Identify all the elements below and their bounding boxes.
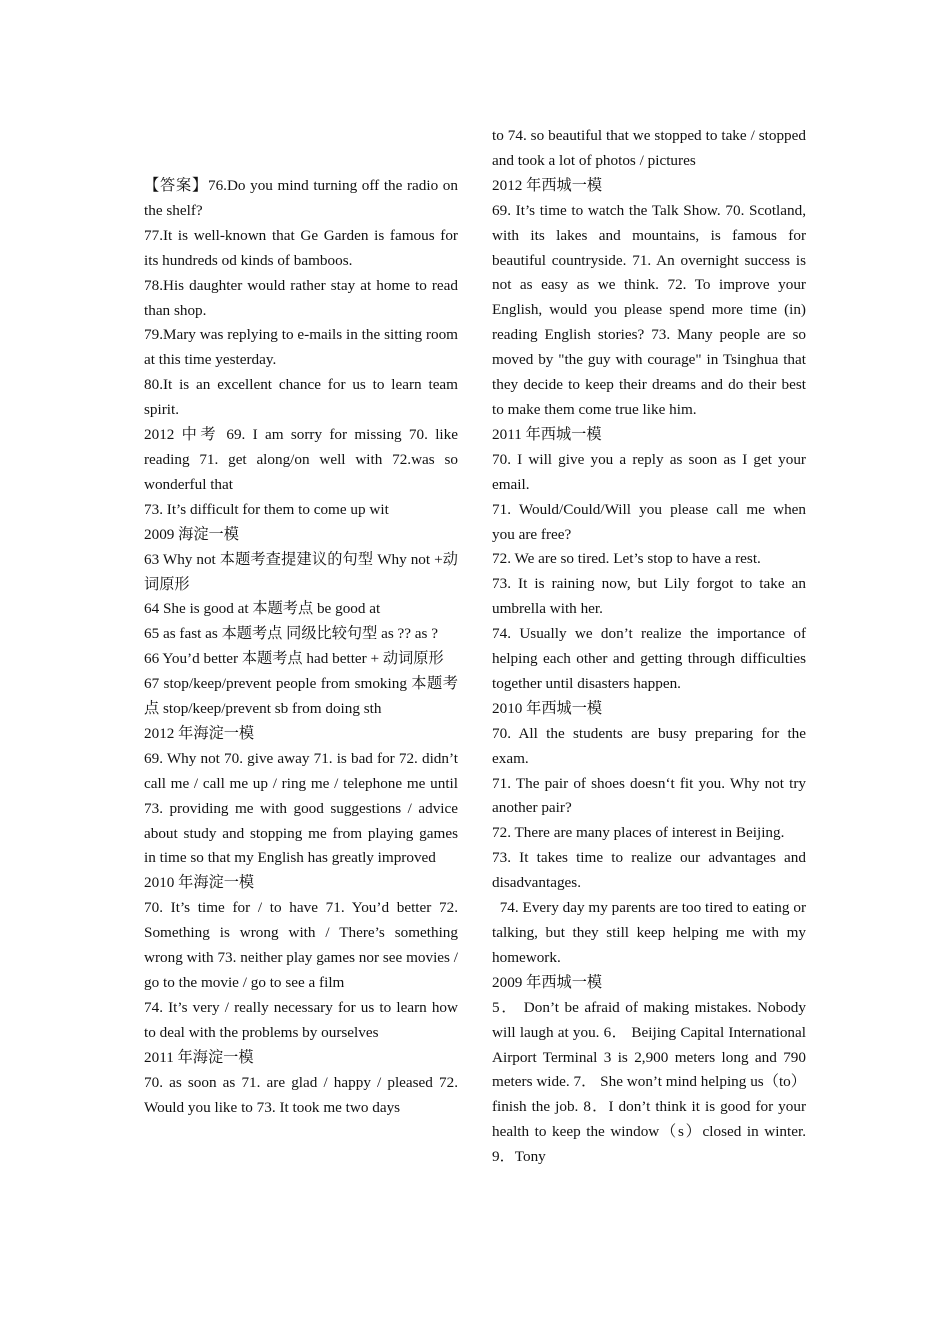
- section-heading-2011-haidian: 2011 年海淀一模: [144, 1048, 254, 1066]
- answer-line-77: 77.It is well-known that Ge Garden is famous for its hundreds od kinds of bamboos.: [144, 226, 458, 269]
- answer-2010-haidian-70-73: 70. It’s time for / to have 71. You’d better 72. Something is wrong with / There’s something wrong with 73. neither play games nor see movies / go to the movie / go to see a film: [144, 899, 458, 991]
- right-column: [492, 124, 810, 1170]
- left-column: [144, 174, 458, 1120]
- answer-2012-xicheng: 69. It’s time to watch the Talk Show. 70. Scotland, with its lakes and mountains, is famous for beautiful countryside. 71. An overnight success is not as easy as we think. 72. To improve your English, would you please spend more time (in) reading English stories? 73. Many people are so moved by "the guy with courage" in Tsinghua that they decide to keep their dreams and do their best to make them come true like him.: [492, 201, 806, 418]
- answer-2011-xicheng-71: 71. Would/Could/Will you please call me when you are free?: [492, 500, 806, 543]
- section-heading-2009-xicheng: 2009 年西城一模: [492, 973, 603, 991]
- answer-line-76: 【答案】76.Do you mind turning off the radio on the shelf?: [144, 177, 458, 219]
- answer-2010-xicheng-74: 74. Every day my parents are too tired to eating or talking, but they still keep helping me with my homework.: [492, 899, 810, 966]
- answer-66: 66 You’d better 本题考点 had better + 动词原形: [144, 650, 444, 668]
- answer-line-80: 80.It is an excellent chance for us to learn team spirit.: [144, 376, 458, 419]
- answer-64: 64 She is good at 本题考点 be good at: [144, 600, 381, 618]
- answer-2011-xicheng-74: 74. Usually we don’t realize the importance of helping each other and getting through difficulties together until disasters happen.: [492, 625, 806, 692]
- answer-2011-haidian-cont: to 74. so beautiful that we stopped to take / stopped and took a lot of photos / pictures: [492, 127, 806, 169]
- section-heading-2010-xicheng: 2010 年西城一模: [492, 699, 603, 717]
- answer-2011-haidian: 70. as soon as 71. are glad / happy / pleased 72. Would you like to 73. It took me two days: [144, 1073, 458, 1116]
- answer-65: 65 as fast as 本题考点 同级比较句型 as ?? as ?: [144, 625, 438, 643]
- answer-line-79: 79.Mary was replying to e-mails in the sitting room at this time yesterday.: [144, 326, 458, 369]
- answer-2011-xicheng-73: 73. It is raining now, but Lily forgot to take an umbrella with her.: [492, 575, 806, 618]
- answer-63: 63 Why not 本题考查提建议的句型 Why not +动词原形: [144, 550, 458, 593]
- answer-line-78: 78.His daughter would rather stay at home to read than shop.: [144, 276, 458, 319]
- answer-2012-haidian: 69. Why not 70. give away 71. is bad for 72. didn’t call me / call me up / ring me / telephone me until 73. providing me with good suggestions / advice about study and stopping me from playing games in time so that my English has greatly improved: [144, 749, 458, 867]
- answer-2009-xicheng: 5． Don’t be afraid of making mistakes. Nobody will laugh at you. 6． Beijing Capital International Airport Terminal 3 is 2,900 meters long and 790 meters wide. 7． She won’t mind helping us（to） finish the job. 8．I don’t think it is good for your health to keep the window（s）closed in winter. 9．Tony: [492, 998, 806, 1166]
- answer-2010-xicheng-70: 70. All the students are busy preparing for the exam.: [492, 724, 806, 767]
- answer-2012-zhongkao-73: 73. It’s difficult for them to come up wit: [144, 500, 389, 518]
- answer-2010-haidian-74: 74. It’s very / really necessary for us to learn how to deal with the problems by ourselves: [144, 998, 458, 1041]
- answer-2011-xicheng-72: 72. We are so tired. Let’s stop to have a rest.: [492, 550, 761, 568]
- answer-2012-zhongkao: 2012 中考 69. I am sorry for missing 70. like reading 71. get along/on well with 72.was so wonderful that: [144, 426, 458, 493]
- answer-67: 67 stop/keep/prevent people from smoking 本题考点 stop/keep/prevent sb from doing sth: [144, 675, 458, 718]
- answer-2010-xicheng-73: 73. It takes time to realize our advantages and disadvantages.: [492, 849, 806, 892]
- answer-2010-xicheng-71: 71. The pair of shoes doesn‘t fit you. Why not try another pair?: [492, 774, 806, 817]
- section-heading-2012-haidian: 2012 年海淀一模: [144, 724, 255, 742]
- answer-2011-xicheng-70: 70. I will give you a reply as soon as I get your email.: [492, 450, 806, 493]
- section-heading-2010-haidian: 2010 年海淀一模: [144, 874, 255, 892]
- section-heading-2011-xicheng: 2011 年西城一模: [492, 425, 602, 443]
- answer-2010-xicheng-72: 72. There are many places of interest in Beijing.: [492, 824, 785, 842]
- section-heading-2012-xicheng: 2012 年西城一模: [492, 176, 603, 194]
- section-heading-2009-haidian: 2009 海淀一模: [144, 525, 239, 543]
